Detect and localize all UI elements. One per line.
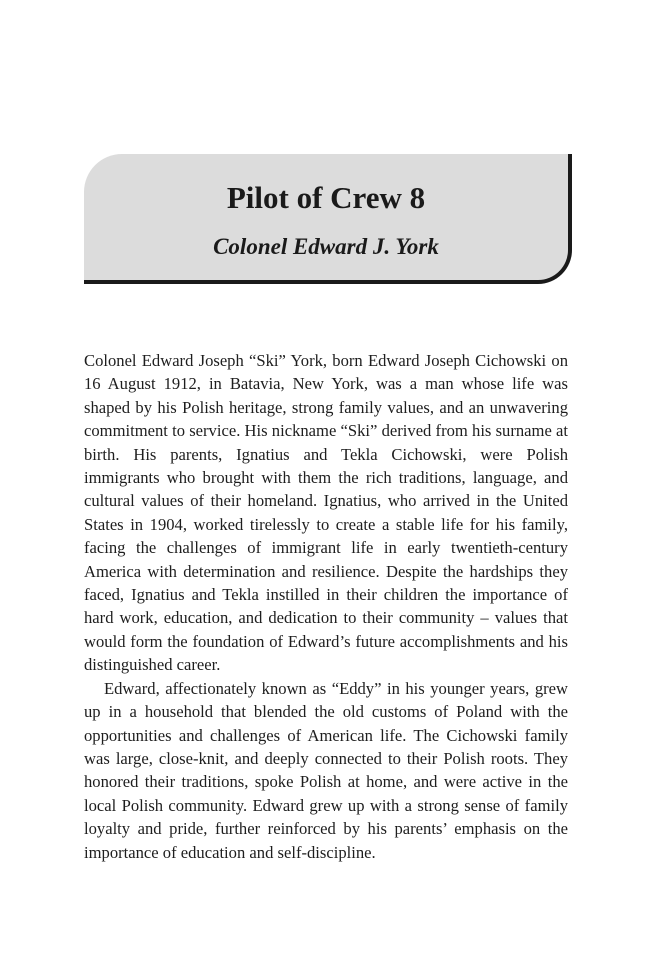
chapter-subtitle: Colonel Edward J. York xyxy=(213,234,439,259)
chapter-title-banner xyxy=(84,154,572,284)
body-text xyxy=(84,349,568,864)
paragraph-1: Colonel Edward Joseph “Ski” York, born Edward Joseph Cichowski on 16 August 1912, in Batavia, New York, was a man whose life was shaped by his Polish heritage, strong family values, and an unwavering commitment to service. His nickname “Ski” derived from his surname at birth. His parents, Ignatius and Tekla Cichowski, were Polish immigrants who brought with them the rich traditions, language, and cultural values of their homeland. Ignatius, who arrived in the United States in 1904, worked tirelessly to create a stable life for his family, facing the challenges of immigrant life in early twentieth-century America with determination and resilience. Despite the hardships they faced, Ignatius and Tekla instilled in their children the importance of hard work, education, and dedication to their community – values that would form the foundation of Edward’s future accomplishments and his distinguished career. xyxy=(84,351,568,675)
chapter-title: Pilot of Crew 8 xyxy=(226,180,426,215)
paragraph-2: Edward, affectionately known as “Eddy” in his younger years, grew up in a household that blended the old customs of Poland with the opportunities and challenges of American life. The Cichowski family was large, close-knit, and deeply connected to their Polish roots. They honored their traditions, spoke Polish at home, and were active in the local Polish community. Edward grew up with a strong sense of family loyalty and pride, further reinforced by his parents’ emphasis on the importance of education and self-discipline. xyxy=(84,678,568,862)
